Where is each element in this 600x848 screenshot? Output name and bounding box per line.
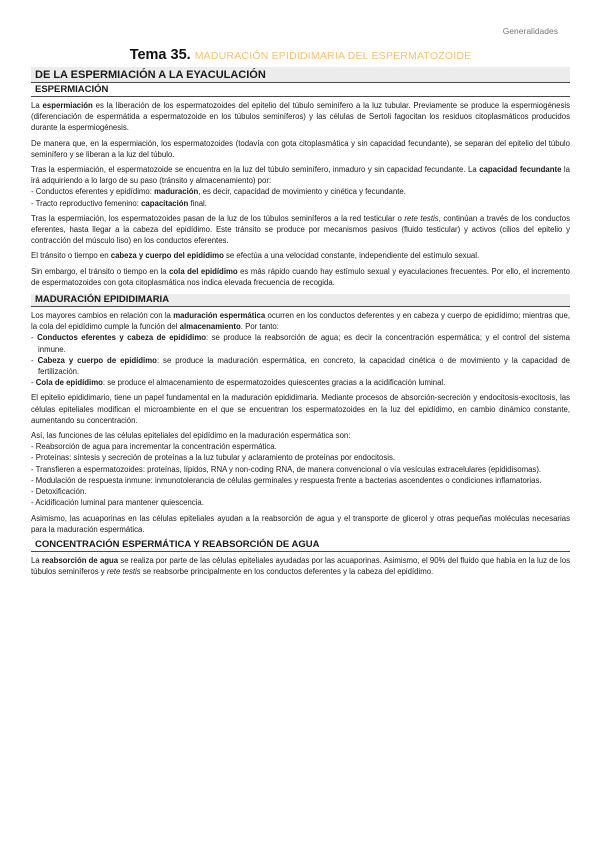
- topic-subtitle: MADURACIÓN EPIDIDIMARIA DEL ESPERMATOZOIDE: [194, 50, 472, 62]
- paragraph: Tras la espermiación, el espermatozoide se encuentra en la luz del túbulo seminífero, inmaduro y sin capacidad fecundante. La capacidad fecundante la irá adquiriendo a lo largo de su paso (tránsito y almacenamiento) por:: [31, 165, 570, 186]
- list-item: - Cola de epidídimo: se produce el almacenamiento de espermatozoides quiescentes gracias a la acidificación luminal.: [31, 377, 570, 388]
- list-item: - Transfieren a espermatozoides: proteínas, lípidos, RNA y non-coding RNA, de manera convencional o vía vesículas extracelulares (epididisomas).: [31, 464, 570, 475]
- paragraph: Asimismo, las acuaporinas en las células epiteliales ayudan a la reabsorción de agua y el transporte de glicerol y otras pequeñas moléculas necesarias para la maduración espermática.: [31, 513, 570, 534]
- list-item: - Conductos eferentes y cabeza de epidídimo: se produce la reabsorción de agua; es decir la concentración espermática; y el control del sistema inmune.: [31, 332, 570, 354]
- running-head: Generalidades: [502, 26, 558, 36]
- list-item: - Proteínas: síntesis y secreción de proteínas a la luz tubular y aclaramiento de proteínas por endocitosis.: [31, 452, 570, 463]
- section-heading-espermiacion-eyaculacion: DE LA ESPERMIACIÓN A LA EYACULACIÓN: [31, 67, 570, 83]
- list: [31, 332, 570, 388]
- paragraph: Los mayores cambios en relación con la maduración espermática ocurren en los conductos deferentes y en cabeza y cuerpo de epidídimo; mientras que, la cola del epidídimo cumple la función del almacenamiento. Por tanto:: [31, 311, 570, 332]
- subheading-concentracion-espermatica: CONCENTRACIÓN ESPERMÁTICA Y REABSORCIÓN DE AGUA: [31, 539, 570, 552]
- list-item: - Reabsorción de agua para incrementar la concentración espermática.: [31, 441, 570, 452]
- paragraph: La espermiación es la liberación de los espermatozoides del epitelio del túbulo seminífero a la luz tubular. Previamente se produce la espermiogénesis (diferenciación de espermátida a espermatozoide en los túbulos seminíferos) y las células de Sertoli fagocitan los residuos citoplasmáticos producidos durante la espermiogénesis.: [31, 101, 570, 133]
- topic-number: Tema 35.: [129, 47, 191, 63]
- paragraph: Así, las funciones de las células epiteliales del epidídimo en la maduración espermática son:: [31, 431, 351, 441]
- list: [31, 186, 570, 208]
- paragraph: La reabsorción de agua se realiza por parte de las células epiteliales ayudadas por las acuaporinas. Asimismo, el 90% del fluido que había en la luz de los túbulos seminíferos y rete testis se reabsorbe principalmente en los conductos deferentes y la cabeza del epidídimo.: [31, 555, 570, 577]
- paragraph: De manera que, en la espermiación, los espermatozoides (todavía con gota citoplasmática y sin capacidad fecundante), se separan del epitelio del túbulo seminífero y se liberan a la luz del túbulo.: [31, 138, 570, 159]
- list-item: - Modulación de respuesta inmune: inmunotolerancia de células germinales y respuesta frente a bacterias ascendentes o condiciones inflamatorias.: [31, 475, 570, 486]
- list-item: - Detoxificación.: [31, 486, 570, 497]
- paragraph: Tras la espermiación, los espermatozoides pasan de la luz de los túbulos seminíferos a la red testicular o rete testis, continúan a través de los conductos eferentes, hasta llegar a la cabeza del epidídimo. Este tránsito se produce por mecanismos pasivos (fluido testicular) y activos (cilios del epitelio y contracción del músculo liso) en los conductos eferentes.: [31, 213, 571, 246]
- page-title: [31, 46, 570, 65]
- list-item: - Acidificación luminal para mantener quiescencia.: [31, 497, 570, 508]
- list-item: - Tracto reproductivo femenino: capacitación final.: [31, 198, 570, 209]
- subheading-espermiacion: ESPERMIACIÓN: [31, 84, 570, 97]
- list-item: - Conductos eferentes y epidídimo: maduración, es decir, capacidad de movimiento y cinética y fecundante.: [31, 186, 570, 197]
- content: [31, 46, 570, 581]
- paragraph: El tránsito o tiempo en cabeza y cuerpo del epidídimo se efectúa a una velocidad constante, independiente del estímulo sexual.: [31, 251, 480, 261]
- section-heading-maduracion-epididimaria: MADURACIÓN EPIDIDIMARIA: [31, 294, 570, 307]
- list-item: - Cabeza y cuerpo de epidídimo: se produce la maduración espermática, en concreto, la capacidad cinética o de movimiento y la capacidad de fertilización.: [31, 355, 570, 377]
- paragraph: Sin embargo, el tránsito o tiempo en la cola del epidídimo es más rápido cuando hay estímulo sexual y eyaculaciones frecuentes. Por ello, el incremento de espermatozoides con gota citoplasmática nos indica elevada frecuencia de recogida.: [31, 266, 570, 287]
- list: [31, 441, 570, 508]
- paragraph: El epitelio epididimario, tiene un papel fundamental en la maduración epididimaria. Mediante procesos de absorción-secreción y endocitosis-exocitosis, las células epiteliales modifican el microambiente en el que se encuentran los espermatozoides en la luz del epidídimo, en cambio dinámico constante, aumentando su concentración.: [31, 393, 570, 425]
